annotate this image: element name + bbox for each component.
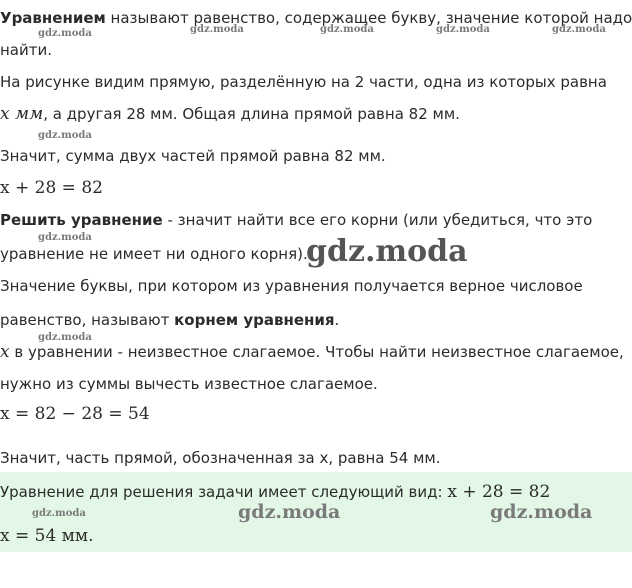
watermark: gdz.moda <box>38 332 92 343</box>
watermark: gdz.moda <box>238 501 341 523</box>
x-mm: x мм <box>0 104 44 124</box>
term-equation: Уравнением <box>0 9 106 27</box>
definition-text: называют равенство, содержащее букву, значение которой надо <box>105 9 632 27</box>
problem-text-line1: На рисунке видим прямую, разделённую на 2 части, одна из которых равна <box>0 73 607 91</box>
watermark: gdz.moda <box>306 234 468 269</box>
definition-solve <box>0 210 592 230</box>
unknown-addend-line2: нужно из суммы вычесть известное слагаемое. <box>0 375 378 393</box>
addend-text: в уравнении - неизвестное слагаемое. Чтобы найти неизвестное слагаемое, <box>9 343 624 361</box>
watermark: gdz.moda <box>490 501 593 523</box>
answer-equation: x + 28 = 82 <box>447 482 551 502</box>
equation-1: x + 28 = 82 <box>0 178 103 198</box>
answer-line1 <box>0 482 550 502</box>
unknown-addend-line1 <box>0 342 624 362</box>
watermark: gdz.moda <box>436 24 490 35</box>
definition-solve-end: уравнение не имеет ни одного корня). <box>0 245 308 263</box>
equation-2: x = 82 − 28 = 54 <box>0 404 150 424</box>
conclusion: Значит, часть прямой, обозначенная за x, равна 54 мм. <box>0 449 441 467</box>
answer-text: Уравнение для решения задачи имеет следующий вид: <box>0 483 448 501</box>
sum-statement: Значит, сумма двух частей прямой равна 82 мм. <box>0 147 386 165</box>
definition-root-line2 <box>0 310 339 330</box>
answer-line2: x = 54 мм. <box>0 526 94 546</box>
definition-equation <box>0 8 632 28</box>
watermark: gdz.moda <box>320 24 374 35</box>
definition-root-line1: Значение буквы, при котором из уравнения получается верное числовое <box>0 277 583 295</box>
term-root: корнем уравнения <box>174 311 335 329</box>
watermark: gdz.moda <box>38 28 92 39</box>
watermark: gdz.moda <box>38 130 92 141</box>
root-text: равенство, называют <box>0 311 175 329</box>
watermark: gdz.moda <box>190 24 244 35</box>
problem-text-line2 <box>0 104 460 124</box>
definition-equation-end: найти. <box>0 41 53 59</box>
term-solve: Решить уравнение <box>0 211 163 229</box>
watermark: gdz.moda <box>552 24 606 35</box>
solve-text: - значит найти все его корни (или убедиться, что это <box>162 211 593 229</box>
watermark: gdz.moda <box>32 508 86 519</box>
watermark: gdz.moda <box>38 232 92 243</box>
var-x: x <box>0 342 10 362</box>
period: . <box>334 311 340 329</box>
problem-values: , а другая 28 мм. Общая длина прямой равна 82 мм. <box>43 105 460 123</box>
